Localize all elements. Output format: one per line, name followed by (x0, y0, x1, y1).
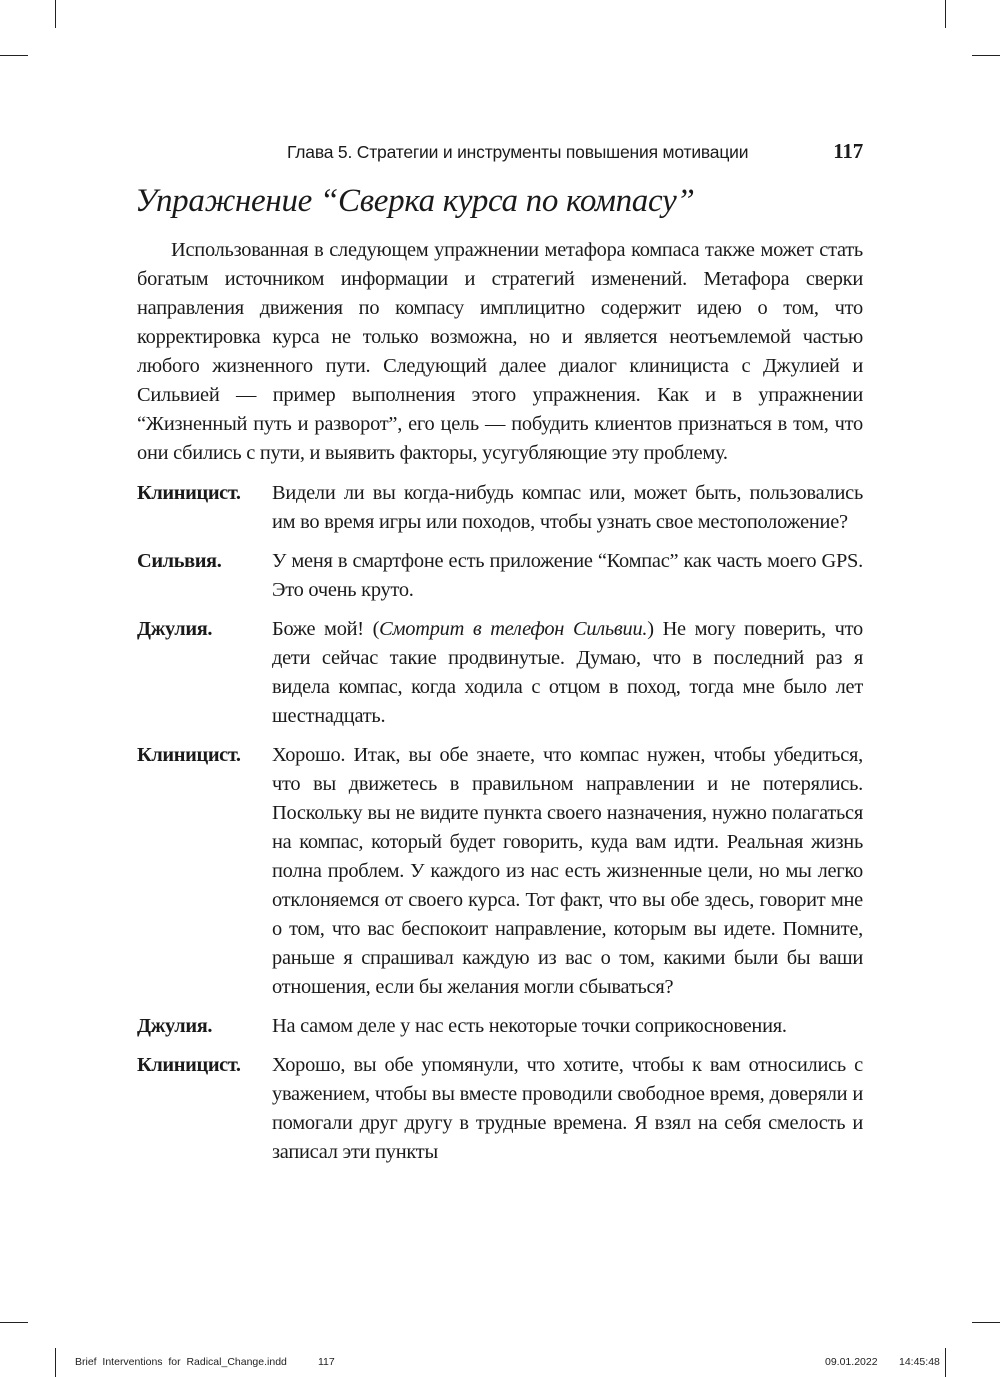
crop-mark (972, 1322, 1000, 1323)
speaker-label: Клиницист. (137, 1054, 241, 1076)
slug-filename: Brief Interventions for Radical_Change.indd (75, 1356, 287, 1368)
dialog-entry (137, 479, 863, 537)
speaker-label: Сильвия. (137, 550, 222, 572)
dialog-entry (137, 1051, 863, 1167)
crop-mark (55, 0, 56, 28)
speaker-label: Клиницист. (137, 744, 241, 766)
slug-page: 117 (318, 1356, 335, 1368)
speech-text: Хорошо. Итак, вы обе знаете, что компас нужен, чтобы убедиться, что вы движетесь в правильном направлении и не потерялись. Поскольку вы не видите пункта своего назначения, нужно полагаться на компас, который будет говорить, куда вам идти. Реальная жизнь полна проблем. У каждого из нас есть жизненные цели, но мы легко отклоняемся от своего курса. Тот факт, что вы обе здесь, говорит мне о том, что вас беспокоит направление, которым вы идете. Помните, раньше я спрашивал каждую из вас о том, какими были бы ваши отношения, если бы желания могли сбываться? (272, 744, 863, 998)
dialog-entry (137, 615, 863, 731)
slug-time: 14:45:48 (899, 1356, 940, 1368)
speech-text-part: Боже мой! ( (272, 618, 380, 640)
stage-direction: Смотрит в телефон Сильвии. (379, 618, 648, 640)
speaker-label: Джулия. (137, 1015, 213, 1037)
speech-text (272, 615, 863, 731)
crop-mark (55, 1348, 56, 1377)
section-title: Упражнение “Сверка курса по компасу” (135, 183, 695, 219)
dialog-entry (137, 1012, 863, 1041)
crop-mark (0, 1322, 28, 1323)
chapter-title: Глава 5. Стратегии и инструменты повышения мотивации (287, 142, 749, 162)
crop-mark (972, 55, 1000, 56)
dialog-entry (137, 547, 863, 605)
page-body (137, 236, 863, 1177)
speech-text: У меня в смартфоне есть приложение “Компас” как часть моего GPS. Это очень круто. (272, 550, 863, 601)
crop-mark (945, 0, 946, 28)
speech-text-part: ) Не могу поверить, что дети сейчас такие продвинутые. Думаю, что в последний раз я видела компас, когда ходила с отцом в поход, тогда мне было лет шестнадцать. (272, 618, 863, 727)
speech-text: На самом деле у нас есть некоторые точки соприкосновения. (272, 1015, 787, 1037)
speaker-label: Джулия. (137, 618, 213, 640)
speech-text: Хорошо, вы обе упомянули, что хотите, чтобы к вам относились с уважением, чтобы вы вместе проводили свободное время, доверяли и помогали друг другу в трудные времена. Я взял на себя смелость и записал эти пункты (272, 1054, 863, 1163)
page-number: 117 (833, 139, 863, 163)
slug-date: 09.01.2022 (825, 1356, 878, 1368)
crop-mark (945, 1348, 946, 1377)
speech-text: Видели ли вы когда-нибудь компас или, может быть, пользовались им во время игры или походов, чтобы узнать свое местоположение? (272, 482, 863, 533)
speaker-label: Клиницист. (137, 482, 241, 504)
dialog-entry (137, 741, 863, 1002)
crop-mark (0, 55, 28, 56)
running-head (287, 139, 863, 164)
intro-paragraph: Использованная в следующем упражнении метафора компаса также может стать богатым источником информации и стратегий изменений. Метафора сверки направления движения по компасу имплицитно содержит идею о том, что корректировка курса не только возможна, но и является неотъемлемой частью любого жизненного пути. Следующий далее диалог клинициста с Джулией и Сильвией — пример выполнения этого упражнения. Как и в упражнении “Жизненный путь и разворот”, его цель — побудить клиентов признаться в том, что они сбились с пути, и выявить факторы, усугубляющие эту проблему. (137, 239, 863, 464)
